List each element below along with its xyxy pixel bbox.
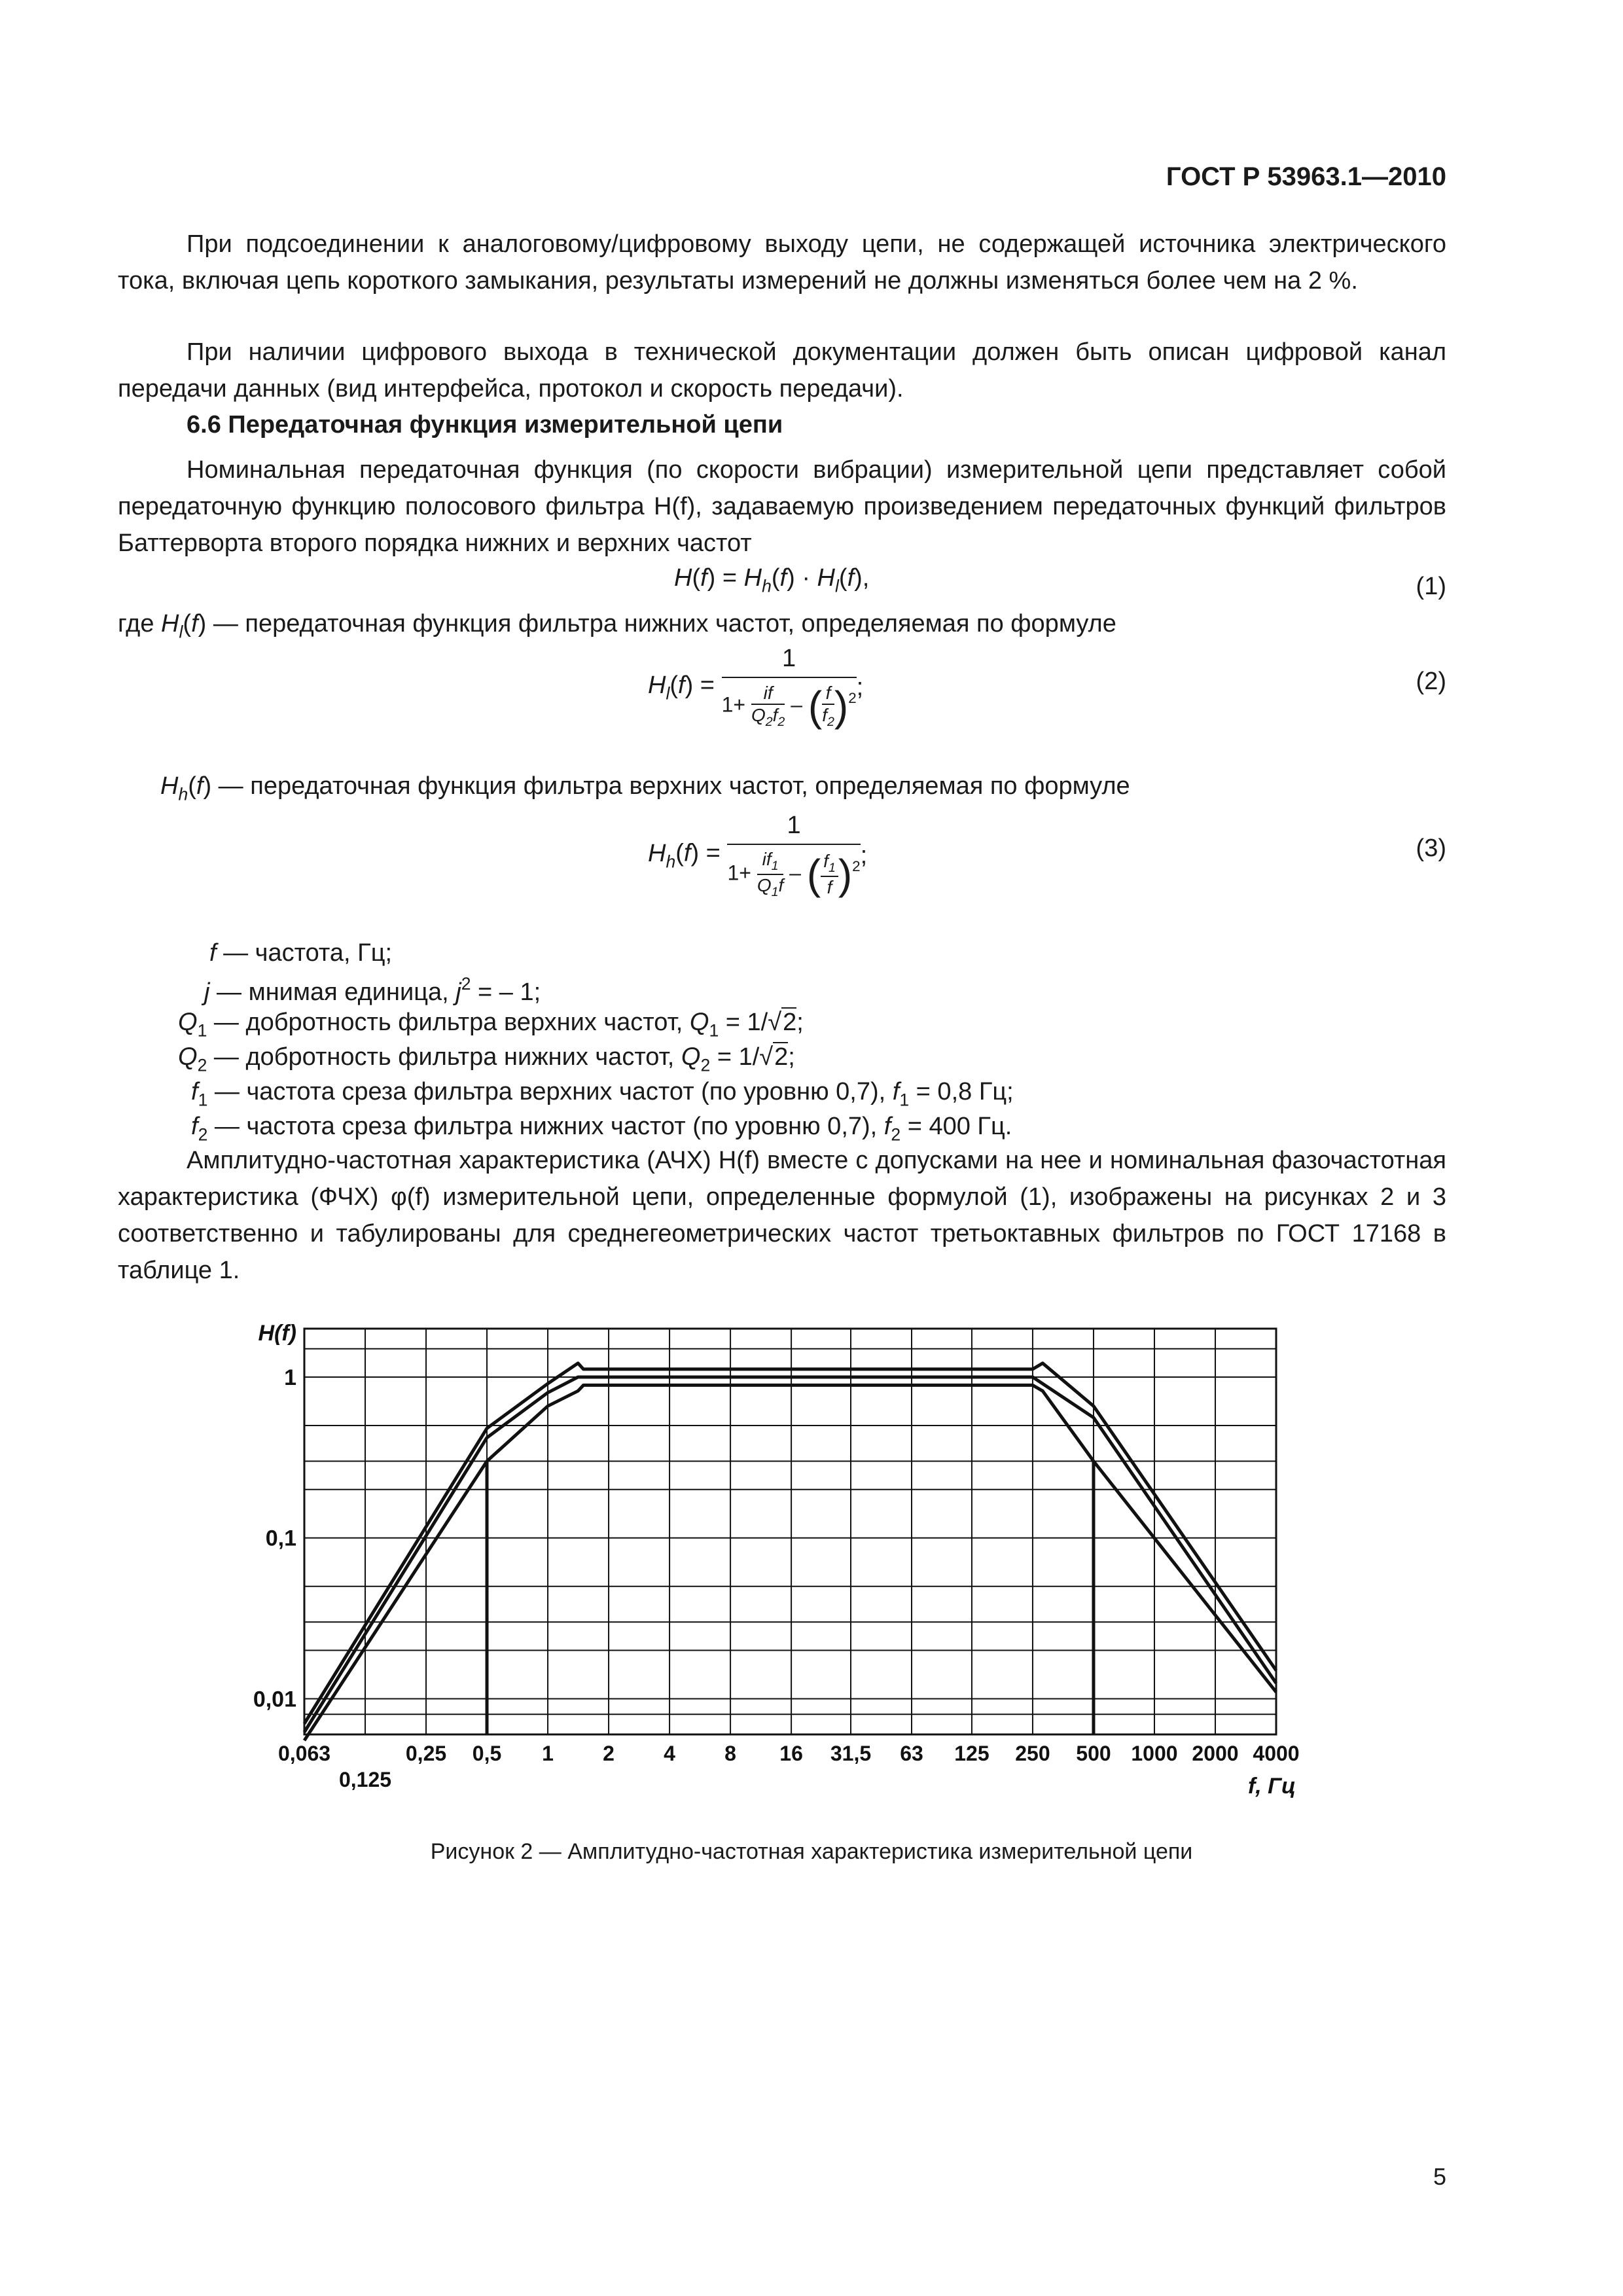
- x-tick-label: 500: [1076, 1742, 1111, 1765]
- figure-caption: Рисунок 2 — Амплитудно-частотная характеристика измерительной цепи: [430, 1839, 1193, 1864]
- equation-3: $H_h(f)$ = 1 1+ $\frac{if_1}{Q_1f}$ – ( $\frac{f_1}{f}$ )$^2$ ;: [648, 812, 868, 899]
- definition-q1: $Q_1$ — добротность фильтра верхних частот, $Q_1 = 1/√2$;: [178, 1009, 804, 1041]
- paragraph-transfer-function: Номинальная передаточная функция (по скорости вибрации) измерительной цепи представляет собой передаточную функцию полосового фильтра H(f), задаваемую произведением передаточных функций фильтров Баттерворта второго порядка нижних и верхних частот: [118, 456, 1446, 557]
- document-header-id: ГОСТ Р 53963.1—2010: [1166, 162, 1446, 191]
- equation-1: $H(f) = H_h(f) \cdot H_l(f)$,: [674, 564, 870, 596]
- y-tick-label: 0,1: [265, 1526, 296, 1551]
- where-lowpass: где $H_l(f)$ — передаточная функция фильтра нижних частот, определяемая по формуле: [118, 610, 1116, 642]
- x-tick-label: 250: [1015, 1742, 1050, 1765]
- definition-f2: $f_2$ — частота среза фильтра нижних частот (по уровню 0,7), $f_2 = 400$ Гц.: [191, 1113, 1012, 1145]
- x-tick-label: 0,5: [472, 1742, 502, 1765]
- x-tick-label: 0,25: [405, 1742, 447, 1765]
- frequency-response-chart: [236, 1316, 1322, 1813]
- x-tick-label: 1000: [1131, 1742, 1178, 1765]
- x-tick-label: 0,125: [338, 1768, 392, 1791]
- x-tick-label: 1: [542, 1742, 554, 1765]
- x-tick-label: 4000: [1253, 1742, 1300, 1765]
- plot-frame: [304, 1329, 1276, 1734]
- where-highpass: $H_h(f)$ — передаточная функция фильтра верхних частот, определяемая по формуле: [160, 772, 1130, 804]
- equation-3-number: (3): [1416, 834, 1446, 862]
- response-curve-1: [304, 1363, 1276, 1724]
- definition-f: f — частота, Гц;: [209, 939, 393, 967]
- y-tick-label: 1: [284, 1365, 296, 1390]
- x-tick-label: 31,5: [830, 1742, 872, 1765]
- x-tick-label: 125: [954, 1742, 990, 1765]
- definition-q2: $Q_2$ — добротность фильтра нижних частот, $Q_2 = 1/√2$;: [178, 1043, 795, 1075]
- paragraph-frequency-response: Амплитудно-частотная характеристика (АЧХ) H(f) вместе с допусками на нее и номинальная фазочастотная характеристика (ФЧХ) φ(f) измерительной цепи, определенные формулой (1), изображены на рисунках 2 и 3 соответственно и табулированы для среднегеометрических частот третьоктавных фильтров по ГОСТ 17168 в таблице 1.: [118, 1147, 1446, 1284]
- x-tick-label: 63: [900, 1742, 923, 1765]
- x-tick-label: 16: [779, 1742, 803, 1765]
- x-tick-label: 2000: [1192, 1742, 1239, 1765]
- response-curve-3: [304, 1385, 1276, 1740]
- paragraph-digital-output: При наличии цифрового выхода в технической документации должен быть описан цифровой канал передачи данных (вид интерфейса, протокол и скорость передачи).: [118, 338, 1446, 403]
- x-tick-label: 8: [724, 1742, 736, 1765]
- definition-f1: $f_1$ — частота среза фильтра верхних частот (по уровню 0,7), $f_1 = 0,8$ Гц;: [191, 1078, 1014, 1110]
- y-tick-label: 0,01: [253, 1687, 296, 1712]
- x-tick-label: 2: [603, 1742, 615, 1765]
- x-axis-label: f, Гц: [1247, 1774, 1296, 1799]
- equation-1-number: (1): [1416, 573, 1446, 600]
- equation-2: $H_l(f)$ = 1 1+ $\frac{if}{Q_2f_2}$ – ( $\frac{f}{f_2}$ )$^2$ ;: [648, 645, 864, 730]
- x-tick-label: 4: [664, 1742, 675, 1765]
- section-title: 6.6 Передаточная функция измерительной цепи: [187, 411, 783, 439]
- y-axis-label: H(f): [258, 1321, 296, 1346]
- page-number: 5: [1433, 2163, 1446, 2190]
- response-curve-2: [304, 1377, 1276, 1732]
- paragraph-analog-output: При подсоединении к аналоговому/цифровому выходу цепи, не содержащей источника электрического тока, включая цепь короткого замыкания, результаты измерений не должны изменяться более чем на 2 %.: [118, 230, 1446, 295]
- definition-j: j — мнимая единица, $j^2$ = – 1;: [204, 974, 541, 1006]
- x-tick-label: 0,063: [277, 1742, 331, 1765]
- equation-2-number: (2): [1416, 668, 1446, 695]
